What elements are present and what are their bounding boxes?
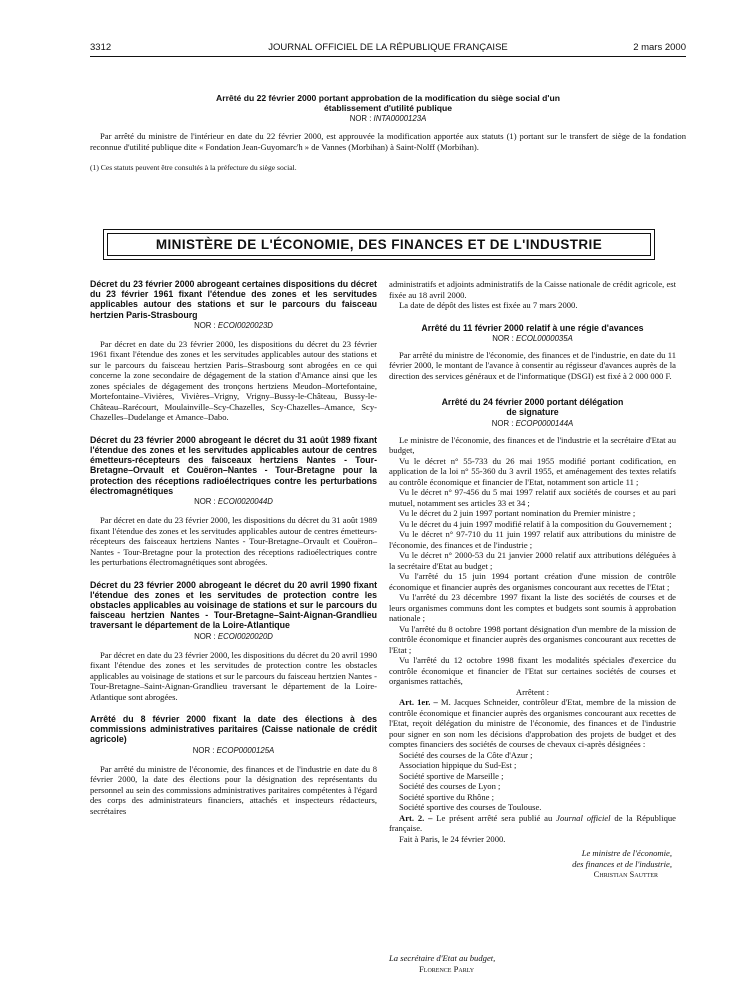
- decret-title: Décret du 23 février 2000 abrogeant le décret du 31 août 1989 fixant l'étendue des zones et les servitudes applicables autour de centres émetteurs-récepteurs des faisceaux hertziens Nantes - Tour-Bretagne–Orvault et Couëron–Nantes - Tour-Bretagne pour la protection des réceptions radioélectriques contre les perturbations électromagnétiques: [90, 434, 377, 496]
- societe-item: Société des courses de Lyon ;: [399, 781, 501, 792]
- decret-body: Par décret en date du 23 février 2000, les dispositions du décret du 20 avril 1990 fixant l'étendue des zones et les servitudes de protection contre les obstacles applicables au voisinage de stations et sur le parcours du faisceau hertzien Nantes - Tour-Bretagne–Saint-Aignan-Grandlieu traversant le département de la Loire-Atlantique sont abrogées.: [90, 649, 377, 702]
- visas-list: [389, 435, 676, 687]
- page-number: 3312: [90, 42, 112, 53]
- societe-item: Société sportive des courses de Toulouse.: [399, 802, 542, 813]
- nor-line: NOR : ECOP0000144A: [491, 418, 574, 428]
- visa-line: Vu le décret n° 55-733 du 26 mai 1955 modifié portant codification, en application de la loi n° 55-360 du 3 avril 1955, et aménagement des textes relatifs au contrôle économique et financier de l'Etat, notamment son article 11 ;: [389, 455, 676, 487]
- page-header: [90, 42, 686, 54]
- secretary-signature: La secrétaire d'Etat au budget, Florence Parly: [389, 953, 496, 974]
- visa-line: Vu le décret du 2 juin 1997 portant nomination du Premier ministre ;: [399, 508, 636, 519]
- arretent-heading: Arrêtent :: [515, 686, 550, 697]
- decret-body: Par décret en date du 23 février 2000, les dispositions du décret du 31 août 1989 fixant l'étendue des zones et les servitudes applicables autour de centres émetteurs-récepteurs des faisceaux hertziens Nantes - Tour-Bretagne–Orvault et Couëron–Nantes - Tour-Bretagne pour la protection des réceptions radioélectriques contre les perturbations électromagnétiques sont abrogées.: [90, 515, 377, 568]
- issue-date: 2 mars 2000: [633, 42, 686, 53]
- visa-line: Vu le décret du 4 juin 1997 modifié relatif à la composition du Gouvernement ;: [399, 518, 672, 529]
- arrete-title: Arrêté du 8 février 2000 fixant la date des élections à des commissions administratives paritaires (Caisse nationale de crédit agricole): [90, 714, 377, 745]
- right-column: [389, 279, 676, 892]
- decret-title: Décret du 23 février 2000 abrogeant certaines dispositions du décret du 23 février 1961 fixant l'étendue des zones et les servitudes applicables autour des stations et sur le parcours du faisceau hertzien Paris-Strasbourg: [90, 279, 377, 320]
- top-arrete-body: Par arrêté du ministre de l'intérieur en date du 22 février 2000, est approuvée la modification apportée aux statuts (1) portant sur le transfert de siège de la fondation reconnue d'utilité publique dite « Fondation Jean-Guyomarc'h » de Vannes (Morbihan) à Saint-Nolff (Morbihan).: [90, 131, 686, 152]
- visa-line: Vu l'arrêté du 8 octobre 1998 portant désignation d'un membre de la mission de contrôle économique et financier auprès des organismes concourant aux recettes de l'Etat ;: [389, 623, 676, 655]
- decret-nantes-orvault: [90, 435, 377, 568]
- arrete-title: Arrêté du 11 février 2000 relatif à une régie d'avances: [421, 322, 644, 333]
- left-column: [90, 279, 377, 828]
- societe-item: Association hippique du Sud-Est ;: [399, 760, 517, 771]
- decret-nantes-saint-aignan: [90, 580, 377, 703]
- decret-title: Décret du 23 février 2000 abrogeant le décret du 20 avril 1990 fixant l'étendue des zones et les servitudes de protection contre les obstacles applicables au voisinage de stations et sur le parcours du faisceau hertzien Nantes - Tour-Bretagne–Saint-Aignan-Grandlieu traversant le département de la Loire-Atlantique: [90, 579, 377, 631]
- decret-body: Par décret en date du 23 février 2000, les dispositions du décret du 23 février 1961 fixant l'étendue des zones et les servitudes applicables autour des stations et sur le parcours du faisceau hertzien Paris–Strasbourg sont abrogées en ce qui concerne la zone secondaire de dégagement de la station d'Amance ainsi que les zones spéciales de dégagement des tronçons hertziens Meudon–Mortefontaine, Mortefontaine–Vivières, Vivières–Vrigny, Vrigny–Bussy-le-Château, Bussy-le-Château–Rarécourt, Moulainville–Scy-Chazelles, Scy-Chazelles–Amance, Scy-Chazelles–Dudelange et Amance–Dabo.: [90, 338, 377, 423]
- arrete-delegation-signature: [389, 397, 676, 879]
- societe-item: Société sportive du Rhône ;: [399, 791, 494, 802]
- arrete-title: Arrêté du 24 février 2000 portant délégation de signature: [441, 397, 624, 418]
- arrete-elections: [90, 714, 377, 816]
- minister-signature: Le ministre de l'économie, des finances et de l'industrie, Christian Sautter: [572, 848, 672, 880]
- nor-line: NOR : ECOP0000125A: [192, 745, 275, 755]
- ministry-banner-text: MINISTÈRE DE L'ÉCONOMIE, DES FINANCES ET DE L'INDUSTRIE: [107, 233, 651, 256]
- visa-line: Vu le décret n° 97-456 du 5 mai 1997 relatif aux sociétés de courses et au pari mutuel, notamment ses articles 33 et 34 ;: [389, 487, 676, 508]
- elections-continuation: [389, 279, 676, 311]
- nor-line: NOR : ECOI0020020D: [194, 631, 273, 641]
- journal-title: JOURNAL OFFICIEL DE LA RÉPUBLIQUE FRANÇAISE: [268, 42, 508, 53]
- arrete-body: Par arrêté du ministre de l'économie, des finances et de l'industrie, en date du 11 février 2000, le montant de l'avance à consentir au régisseur d'avances auprès de la direction des services généraux et de l'informatique (DSGI) est fixé à 2 000 000 F.: [389, 349, 676, 381]
- decret-paris-strasbourg: [90, 279, 377, 423]
- top-arrete-title: Arrêté du 22 février 2000 portant approbation de la modification du siège social d'un établissement d'utilité publique: [216, 93, 560, 113]
- visa-line: Vu l'arrêté du 12 octobre 1998 fixant les modalités spéciales d'exercice du contrôle économique et financier de l'Etat sur certaines sociétés de courses et organismes rattachés,: [389, 655, 676, 687]
- continuation-text: administratifs et adjoints administratifs de la Caisse nationale de crédit agricole, est fixée au 18 avril 2000.: [389, 279, 676, 300]
- visa-line: Vu le décret n° 97-710 du 11 juin 1997 relatif aux attributions du ministre de l'économie, des finances et de l'industrie ;: [389, 529, 676, 550]
- arrete-regie-avances: [389, 323, 676, 382]
- visa-line: Vu le décret n° 2000-53 du 21 janvier 2000 relatif aux attributions déléguées à la secrétaire d'Etat au budget ;: [389, 550, 676, 571]
- visa-line: Vu l'arrêté du 15 juin 1994 portant création d'une mission de contrôle économique et financier auprès des organismes concourant aux recettes de l'Etat ;: [389, 571, 676, 592]
- article-1: Art. 1er. – M. Jacques Schneider, contrôleur d'Etat, membre de la mission de contrôle économique et financier auprès des organismes concourant aux recettes de l'Etat, reçoit délégation du ministre de l'économie, des finances et de l'industrie pour signer en son nom les décisions d'approbation des projets de budget et des comptes financiers des sociétés de courses de chevaux ci-après désignées :: [389, 697, 676, 750]
- visa-line: Vu l'arrêté du 23 décembre 1997 fixant la liste des sociétés de courses et de leurs organismes communs dont les comptes et budgets sont soumis à approbation nationale ;: [389, 592, 676, 624]
- arrete-body: Par arrêté du ministre de l'économie, des finances et de l'industrie en date du 8 février 2000, la date des élections pour la désignation des représentants du personnel au sein des commissions administratives paritaires compétentes à l'égard des corps des administrateurs financiers, attachés et inspecteurs rédacteurs, secrétaires: [90, 763, 377, 816]
- visa-line: Le ministre de l'économie, des finances et de l'industrie et la secrétaire d'Etat au budget,: [389, 434, 676, 456]
- article-2: Art. 2. – Le présent arrêté sera publié au Journal officiel de la République française.: [389, 812, 676, 834]
- top-arrete-nor: NOR : INTA0000123A: [349, 114, 427, 123]
- top-arrete: [90, 93, 686, 173]
- ministry-banner: [103, 229, 655, 260]
- top-arrete-footnote: (1) Ces statuts peuvent être consultés à la préfecture du siège social.: [90, 163, 297, 172]
- nor-line: NOR : ECOI0020044D: [194, 497, 273, 507]
- fait-a-paris: Fait à Paris, le 24 février 2000.: [399, 833, 506, 844]
- societe-item: Société des courses de la Côte d'Azur ;: [399, 749, 533, 760]
- nor-line: NOR : ECOL0000035A: [492, 333, 573, 343]
- nor-line: NOR : ECOI0020023D: [194, 320, 273, 330]
- continuation-text: La date de dépôt des listes est fixée au 7 mars 2000.: [399, 300, 578, 310]
- header-rule: [90, 56, 686, 57]
- articles: [389, 697, 676, 844]
- societe-item: Société sportive de Marseille ;: [399, 770, 504, 781]
